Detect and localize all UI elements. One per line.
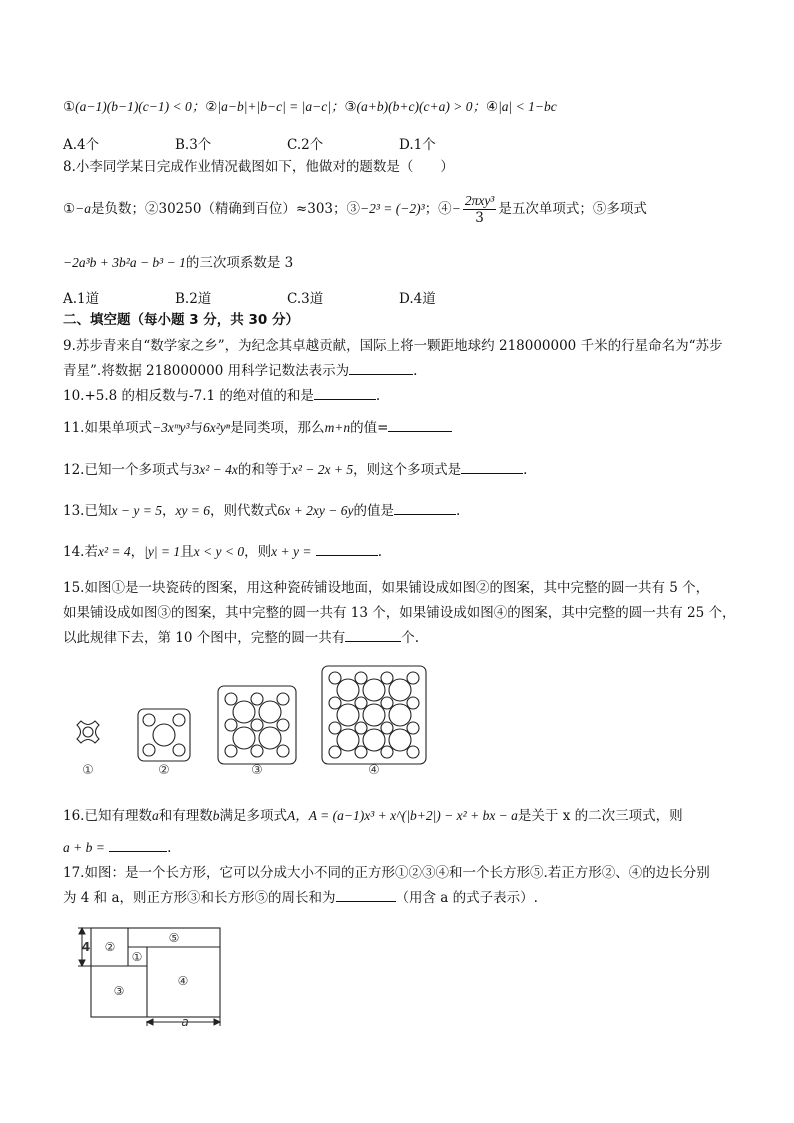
tile-fig-1	[77, 721, 99, 743]
q14-expr-sum: x + y =	[271, 544, 312, 559]
q13-text-pre: 13.已知	[63, 503, 112, 519]
figure-15-tiles	[70, 660, 450, 780]
q8-option-a: A.1道	[63, 291, 100, 307]
q11-monomial-2: 6x²yⁿ	[203, 420, 231, 435]
q8-line1: ①−a是负数；②30250（精确到百位）≈303；③−2³ = (−2)³；④− $\frac{\text{2πxy³}}{3}$ 是五次单项式；⑤多项式	[63, 193, 647, 226]
q13-line: 13.已知x − y = 5，xy = 6，则代数式6x + 2xy − 6y的值是 .	[63, 503, 461, 519]
q7-option-a: A.4个	[63, 137, 100, 153]
q7-mark-2: ②	[205, 99, 218, 115]
q12-text-pre: 12.已知一个多项式与	[63, 462, 193, 478]
q7-statement-2: |a−b|+|b−c| = |a−c|；	[217, 99, 345, 114]
q15-answer-blank[interactable]	[345, 629, 401, 642]
q13-eq-1: x − y = 5	[111, 503, 162, 518]
q13-eq-2: xy = 6	[175, 503, 211, 518]
q14-text-pre: 14.若	[63, 544, 98, 560]
q13-answer-blank[interactable]	[394, 502, 456, 515]
q7-statement-3: (a+b)(b+c)(c+a) > 0；	[356, 99, 486, 114]
q15-text-post: 个.	[401, 630, 420, 646]
q15-line3	[63, 629, 419, 647]
q13-text-mid: ，则代数式	[210, 503, 278, 519]
q14-line: 14.若x² = 4，|y| = 1且x < y < 0，则x + y = .	[63, 544, 383, 560]
q7-mark-1: ①	[63, 99, 76, 115]
q16-line2: a + b = .	[63, 840, 172, 856]
q9-line2: 青星”.将数据 218000000 用科学记数法表示为 .	[63, 363, 418, 379]
fig15-label-3: ③	[251, 763, 263, 778]
fig15-label-1: ①	[82, 763, 94, 778]
figure-17-rectangle	[70, 920, 240, 1032]
q16-answer-blank[interactable]	[109, 839, 167, 852]
q8-polynomial: −2a³b + 3b²a − b³ − 1	[63, 255, 186, 270]
fig17-dim-4: 4	[81, 940, 91, 954]
fig17-dim-a: a	[181, 1015, 189, 1029]
q7-mark-3: ③	[344, 99, 357, 115]
q8-mark-1: ①	[63, 201, 76, 217]
q12-poly-1: 3x² − 4x	[192, 462, 238, 477]
q13-comma: ，	[161, 503, 176, 519]
fig15-label-4: ④	[368, 763, 380, 778]
q7-option-c: C.2个	[287, 137, 324, 153]
q14-answer-blank[interactable]	[316, 543, 378, 556]
q10-text: 10.+5.8 的相反数与-7.1 的绝对值的和是	[63, 388, 314, 404]
q12-answer-blank[interactable]	[461, 461, 523, 474]
q12-text-post: ，则这个多项式是	[353, 462, 462, 478]
q14-text-and: 且	[180, 544, 194, 560]
q16-var-a: a	[151, 808, 159, 823]
q16-line1	[63, 807, 683, 825]
q14-eq-1: x² = 4	[97, 544, 131, 559]
q8-frac-denominator: 3	[475, 210, 484, 226]
q10-line: 10.+5.8 的相反数与-7.1 的绝对值的和是 .	[63, 388, 381, 404]
q8-line2	[63, 254, 293, 272]
q11-expr-sum: m+n	[324, 420, 351, 435]
q13-text-post: 的值是	[353, 503, 394, 519]
q11-monomial-1: −3xᵐy³	[151, 420, 190, 435]
fig17-label-5: ⑤	[168, 931, 180, 945]
q8-option-d: D.4道	[399, 291, 436, 307]
q15-line1: 15.如图①是一块瓷砖的图案，用这种瓷砖铺设地面，如果铺设成如图②的图案，其中完整的圆一共有 5 个，	[63, 580, 710, 596]
q16-sum-expr: a + b =	[63, 840, 105, 855]
q17-line2	[63, 889, 538, 907]
q11-text-post: 的值=	[350, 420, 389, 436]
q7-statement-1: (a−1)(b−1)(c−1) < 0；	[75, 99, 206, 114]
q12-line: 12.已知一个多项式与3x² − 4x的和等于x² − 2x + 5，则这个多项式是 .	[63, 462, 528, 478]
q14-text-then: ，则	[244, 544, 272, 560]
tile-fig-2	[138, 709, 190, 761]
q7-option-b: B.3个	[175, 137, 212, 153]
q9-text: 青星”.将数据 218000000 用科学记数法表示为	[63, 363, 350, 379]
q8-fraction	[463, 193, 497, 226]
q7-statements	[63, 98, 557, 116]
q17-text-post: （用含 a 的式子表示）.	[395, 890, 538, 906]
tile-fig-4	[322, 666, 426, 764]
q10-answer-blank[interactable]	[314, 387, 376, 400]
q12-text-mid: 的和等于	[237, 462, 292, 478]
fig17-label-3: ③	[113, 984, 125, 998]
q8-option-b: B.2道	[175, 291, 212, 307]
q16-var-A: A，	[286, 808, 309, 823]
q8-text-1: 是负数；②30250（精确到百位）≈303；③	[90, 201, 361, 217]
q11-text-and: 与	[189, 420, 204, 436]
q8-option-c: C.3道	[287, 291, 324, 307]
fig15-label-2: ②	[158, 763, 170, 778]
q16-text-post: 是关于 x 的二次三项式，则	[517, 808, 683, 824]
q13-expression: 6x + 2xy − 6y	[277, 503, 354, 518]
q9-line1: 9.苏步青来自“数学家之乡”，为纪念其卓越贡献，国际上将一颗距地球约 218000000 千米的行星命名为“苏步	[63, 338, 723, 354]
q14-comma: ，	[130, 544, 145, 560]
q7-mark-4: ④	[485, 99, 499, 115]
q11-text-pre: 11.如果单项式	[63, 420, 152, 436]
q16-text-pre: 16.已知有理数	[63, 808, 152, 824]
q7-option-d: D.1个	[399, 137, 436, 153]
q14-eq-2: |y| = 1	[144, 544, 181, 559]
section-header-fill-in: 二、填空题（每小题 3 分，共 30 分）	[63, 312, 299, 328]
q17-line1: 17.如图：是一个长方形，它可以分成大小不同的正方形①②③④和一个长方形⑤.若正方形②、④的边长分别	[63, 865, 710, 881]
q16-var-b: b	[212, 808, 220, 823]
q12-poly-2: x² − 2x + 5	[291, 462, 354, 477]
fig17-label-2: ②	[104, 940, 116, 954]
q8-frac-numerator: 2πxy³	[464, 193, 495, 208]
q17-answer-blank[interactable]	[336, 889, 396, 902]
q15-text-pre: 以此规律下去，第 10 个图中，完整的圆一共有	[63, 630, 346, 646]
q7-statement-4: |a| < 1−bc	[498, 99, 557, 114]
q15-line2: 如果铺设成如图③的图案，其中完整的圆一共有 13 个，如果铺设成如图④的图案，其中完整的圆一共有 25 个，	[63, 605, 736, 621]
q8-text-2: ；④	[424, 201, 452, 217]
q8-stem: 8.小李同学某日完成作业情况截图如下，他做对的题数是（ ）	[63, 159, 454, 175]
q8-text-4: 的三次项系数是 3	[185, 255, 294, 271]
q8-expr-power: −2³ = (−2)³	[360, 201, 425, 216]
q16-text-mid2: 满足多项式	[219, 808, 287, 824]
q17-text-pre: 为 4 和 a，则正方形③和长方形⑤的周长和为	[63, 890, 336, 906]
q11-text-mid: 是同类项，那么	[230, 420, 325, 436]
fig17-label-4: ④	[177, 974, 189, 988]
fig17-label-1: ①	[131, 950, 143, 964]
q14-inequality: x < y < 0	[193, 544, 245, 559]
q8-expr-neg-a: −a	[75, 201, 91, 216]
q16-polynomial: A = (a−1)x³ + x^(|b+2|) − x² + bx − a	[308, 808, 518, 823]
tile-fig-3	[218, 686, 296, 764]
q9-answer-blank[interactable]	[349, 362, 413, 375]
q8-text-3: 是五次单项式；⑤多项式	[498, 201, 647, 217]
q16-text-mid: 和有理数	[158, 808, 213, 824]
q11-line	[63, 419, 452, 437]
q11-answer-blank[interactable]	[388, 419, 452, 432]
